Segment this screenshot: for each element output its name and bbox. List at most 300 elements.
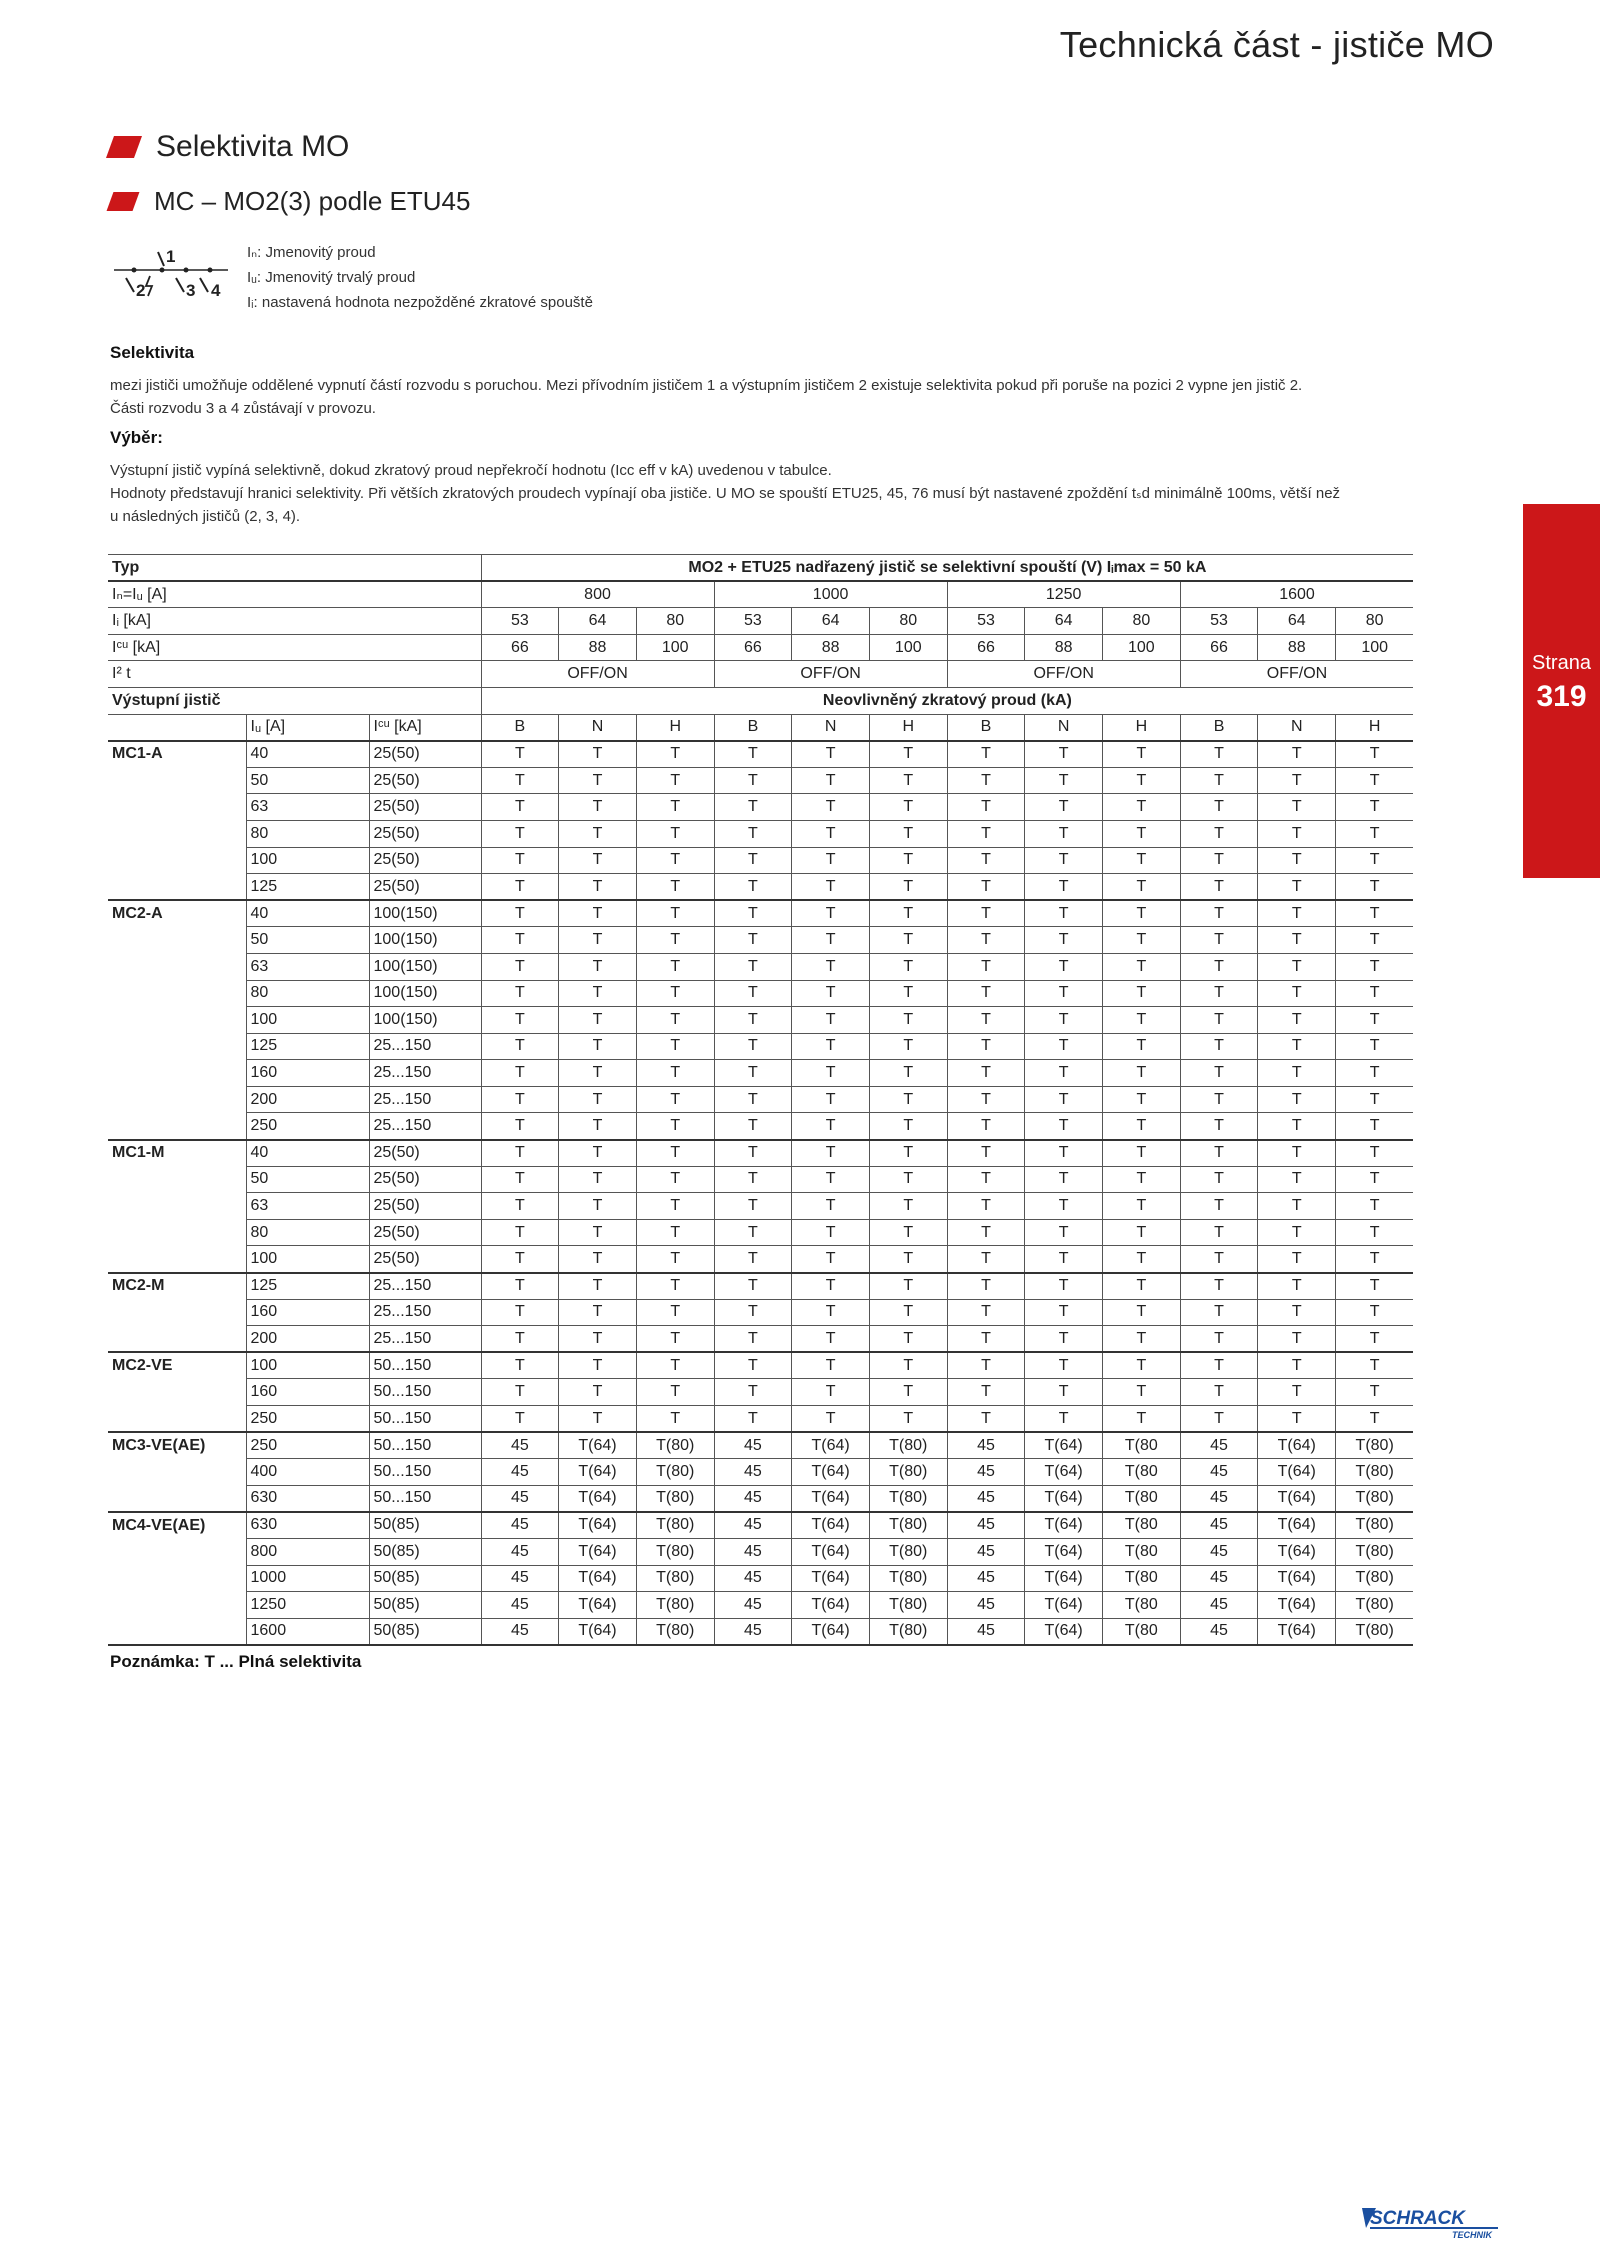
selectivity-value: T (1180, 1193, 1258, 1220)
ii-value: 53 (714, 608, 792, 635)
selectivity-value: T(64) (1025, 1432, 1103, 1459)
selectivity-value: T (1258, 1113, 1336, 1140)
icu-value: 50...150 (369, 1352, 481, 1379)
selectivity-value: T (1180, 1166, 1258, 1193)
selectivity-value: T(64) (1258, 1432, 1336, 1459)
iu-value: 100 (246, 1352, 369, 1379)
ii-value: 53 (1180, 608, 1258, 635)
selectivity-value: T (1025, 820, 1103, 847)
selectivity-value: T (636, 1246, 714, 1273)
selectivity-value: T (792, 1273, 870, 1300)
selectivity-value: T (1180, 874, 1258, 901)
selectivity-value: T (636, 1406, 714, 1433)
icu-value: 25(50) (369, 767, 481, 794)
selectivity-value: T (1025, 927, 1103, 954)
selectivity-value: T(80) (636, 1618, 714, 1645)
selectivity-value: T (481, 900, 559, 927)
selectivity-value: T (1336, 1379, 1414, 1406)
selectivity-value: T (714, 1326, 792, 1353)
selectivity-value: 45 (1180, 1592, 1258, 1619)
trip-class-label: B (1180, 714, 1258, 741)
iu-value: 40 (246, 1140, 369, 1167)
selectivity-value: 45 (714, 1459, 792, 1486)
legend-line: Iᵤ: Jmenovitý trvalý proud (247, 269, 416, 286)
selectivity-value: T (792, 1193, 870, 1220)
selectivity-value: 45 (1180, 1538, 1258, 1565)
selectivity-value: T (1103, 1299, 1181, 1326)
empty-cell (108, 1459, 246, 1486)
paragraph-line: Části rozvodu 3 a 4 zůstávají v provozu. (110, 400, 376, 417)
selectivity-value: T (636, 1352, 714, 1379)
selectivity-value: T(80) (1336, 1485, 1414, 1512)
selectivity-value: T (869, 980, 947, 1007)
selectivity-value: T (947, 1299, 1025, 1326)
selectivity-value: T (947, 794, 1025, 821)
i2t-value: OFF/ON (947, 661, 1180, 688)
selectivity-value: T (792, 1140, 870, 1167)
empty-cell (108, 1166, 246, 1193)
empty-cell (108, 1326, 246, 1353)
selectivity-value: T (1180, 927, 1258, 954)
table-row (108, 1352, 1413, 1379)
selectivity-value: T (636, 1140, 714, 1167)
empty-cell (108, 1565, 246, 1592)
icu-value: 100(150) (369, 900, 481, 927)
empty-cell (108, 1193, 246, 1220)
selectivity-value: T (1258, 1299, 1336, 1326)
table-row (108, 1459, 1413, 1486)
selectivity-value: T (636, 1326, 714, 1353)
selectivity-value: T (792, 1326, 870, 1353)
table-row (108, 1592, 1413, 1619)
table-row (108, 1432, 1413, 1459)
empty-cell (108, 1592, 246, 1619)
selectivity-value: T (481, 1086, 559, 1113)
selectivity-value: 45 (1180, 1512, 1258, 1539)
i2t-label: I² t (108, 661, 481, 688)
selectivity-value: T (636, 927, 714, 954)
table-row (108, 1299, 1413, 1326)
breaker-type: MC3-VE(AE) (112, 1436, 206, 1454)
selectivity-value: T(64) (559, 1432, 637, 1459)
selectivity-value: T (1336, 1033, 1414, 1060)
selectivity-value: T (481, 767, 559, 794)
selectivity-value: T (1180, 1033, 1258, 1060)
breaker-type: MC2-A (112, 905, 163, 923)
selectivity-value: 45 (1180, 1485, 1258, 1512)
selectivity-value: 45 (947, 1459, 1025, 1486)
selectivity-value: T (714, 1406, 792, 1433)
iu-value: 1600 (246, 1618, 369, 1645)
ii-value: 64 (1258, 608, 1336, 635)
selectivity-value: T (1025, 1060, 1103, 1087)
iu-value: 125 (246, 874, 369, 901)
selectivity-value: T (1103, 1033, 1181, 1060)
selectivity-value: T (1103, 1219, 1181, 1246)
selectivity-value: T (481, 953, 559, 980)
selectivity-value: T (1180, 1352, 1258, 1379)
selectivity-value: T (636, 874, 714, 901)
selectivity-value: 45 (714, 1485, 792, 1512)
selectivity-value: T (1336, 1299, 1414, 1326)
icu-value: 100(150) (369, 927, 481, 954)
selectivity-value: T (714, 1113, 792, 1140)
selectivity-value: T (869, 767, 947, 794)
icu-value: 100 (869, 634, 947, 661)
selectivity-value: T (1258, 927, 1336, 954)
iu-value: 50 (246, 767, 369, 794)
selectivity-value: T (792, 1352, 870, 1379)
table-row (108, 1485, 1413, 1512)
selectivity-value: T (481, 874, 559, 901)
selectivity-value: T (1258, 1326, 1336, 1353)
selectivity-value: T (792, 953, 870, 980)
selectivity-value: T (947, 1086, 1025, 1113)
selectivity-value: T (869, 1219, 947, 1246)
selectivity-value: T(64) (559, 1459, 637, 1486)
selectivity-value: T (869, 900, 947, 927)
selectivity-value: T(64) (1025, 1459, 1103, 1486)
selectivity-value: T (792, 1299, 870, 1326)
selectivity-value: 45 (947, 1485, 1025, 1512)
selectivity-value: T (792, 927, 870, 954)
selectivity-value: T (1025, 794, 1103, 821)
ii-value: 53 (947, 608, 1025, 635)
selectivity-value: T(64) (559, 1512, 637, 1539)
selectivity-value: T (481, 1406, 559, 1433)
selectivity-value: T (869, 1299, 947, 1326)
red-bullet-icon (106, 136, 142, 158)
selectivity-value: T(64) (792, 1592, 870, 1619)
selectivity-value: T(80) (1336, 1459, 1414, 1486)
selectivity-value: T (1258, 953, 1336, 980)
selectivity-value: T (714, 1060, 792, 1087)
selectivity-value: T(80) (1336, 1565, 1414, 1592)
selectivity-value: T (1025, 1299, 1103, 1326)
selectivity-value: T (1103, 1273, 1181, 1300)
side-tab-label: Strana (1532, 652, 1591, 674)
selectivity-value: T (1336, 820, 1414, 847)
table-row (108, 1538, 1413, 1565)
iu-value: 63 (246, 1193, 369, 1220)
neovlivneny-label: Neovlivněný zkratový proud (kA) (481, 687, 1413, 714)
selectivity-value: T (792, 1033, 870, 1060)
empty-cell (108, 847, 246, 874)
subsection-heading-text: MC – MO2(3) podle ETU45 (154, 186, 471, 216)
icu-value: 25...150 (369, 1033, 481, 1060)
selectivity-value: T (869, 953, 947, 980)
selectivity-value: T (1336, 1352, 1414, 1379)
selectivity-value: 45 (481, 1512, 559, 1539)
selectivity-value: T (1103, 1326, 1181, 1353)
iu-value: 200 (246, 1326, 369, 1353)
selectivity-value: T (714, 1219, 792, 1246)
iu-value: 630 (246, 1485, 369, 1512)
table-row (108, 980, 1413, 1007)
empty-cell (108, 767, 246, 794)
selectivity-value: T (1025, 847, 1103, 874)
selectivity-value: T (869, 1007, 947, 1034)
selectivity-value: T (1180, 953, 1258, 980)
selectivity-value: T(64) (1258, 1512, 1336, 1539)
selectivity-value: T (1336, 1193, 1414, 1220)
icu-value: 100 (1103, 634, 1181, 661)
selectivity-value: T (792, 1379, 870, 1406)
selectivity-value: T (559, 847, 637, 874)
header-row-columns (108, 714, 1413, 741)
selectivity-value: T (1258, 1406, 1336, 1433)
selectivity-value: T(64) (1025, 1592, 1103, 1619)
selectivity-value: T(80) (636, 1592, 714, 1619)
selectivity-value: T (1103, 1406, 1181, 1433)
selectivity-value: T (792, 980, 870, 1007)
selectivity-value: T (792, 1060, 870, 1087)
selectivity-value: T (714, 794, 792, 821)
icu-column-label: Iᶜᵘ [kA] (369, 714, 481, 741)
selectivity-value: T (1258, 900, 1336, 927)
selectivity-value: T(80 (1103, 1459, 1181, 1486)
selectivity-value: T (1258, 1246, 1336, 1273)
selectivity-value: T (1025, 874, 1103, 901)
selectivity-value: T(80 (1103, 1432, 1181, 1459)
selectivity-value: T (1103, 741, 1181, 768)
header-row-downstream (108, 687, 1413, 714)
breaker-type: MC1-M (112, 1144, 165, 1162)
icu-value: 25(50) (369, 1246, 481, 1273)
selectivity-value: T (1103, 767, 1181, 794)
selectivity-value: T (1025, 741, 1103, 768)
selectivity-value: T (481, 820, 559, 847)
table-row (108, 794, 1413, 821)
selectivity-value: T (714, 1273, 792, 1300)
selectivity-value: T (559, 794, 637, 821)
selectivity-value: T(64) (1258, 1592, 1336, 1619)
selectivity-value: T (1180, 1140, 1258, 1167)
selectivity-value: T (1336, 1219, 1414, 1246)
icu-value: 25(50) (369, 1219, 481, 1246)
table-row (108, 900, 1413, 927)
selectivity-value: T (1025, 1219, 1103, 1246)
selectivity-value: T (947, 927, 1025, 954)
selectivity-value: T (1025, 1406, 1103, 1433)
trip-class-label: N (559, 714, 637, 741)
selectivity-value: T(80) (869, 1485, 947, 1512)
selectivity-value: T (1336, 794, 1414, 821)
empty-cell (108, 1538, 246, 1565)
selectivity-value: T (1336, 1113, 1414, 1140)
table-row (108, 1406, 1413, 1433)
selectivity-value: T (947, 1007, 1025, 1034)
selectivity-value: T (1180, 1299, 1258, 1326)
selectivity-value: 45 (714, 1432, 792, 1459)
selectivity-value: 45 (481, 1459, 559, 1486)
selectivity-value: T (714, 1246, 792, 1273)
ii-value: 53 (481, 608, 559, 635)
selectivity-title: Selektivita (110, 343, 195, 362)
selectivity-value: T(64) (559, 1538, 637, 1565)
empty-cell (108, 1299, 246, 1326)
iu-value: 250 (246, 1432, 369, 1459)
selectivity-value: T (1025, 953, 1103, 980)
selectivity-value: T (947, 741, 1025, 768)
selectivity-value: T (559, 1273, 637, 1300)
selectivity-value: T (869, 1060, 947, 1087)
selectivity-value: T (481, 1299, 559, 1326)
selectivity-value: T(64) (1258, 1538, 1336, 1565)
header-row-icu (108, 634, 1413, 661)
iu-value: 160 (246, 1299, 369, 1326)
paragraph-line: mezi jističi umožňuje oddělené vypnutí částí rozvodu s poruchou. Mezi přívodním jističem 1 a výstupním jističem 2 existuje selektivita pokud při poruše na pozici 2 vypne jen jistič 2. (110, 377, 1303, 394)
selectivity-value: T (869, 1193, 947, 1220)
ii-value: 80 (1103, 608, 1181, 635)
in-value: 1000 (714, 581, 947, 608)
iu-value: 63 (246, 953, 369, 980)
selectivity-value: T (636, 741, 714, 768)
selectivity-value: T (1336, 1086, 1414, 1113)
iu-value: 80 (246, 980, 369, 1007)
selectivity-value: T (1103, 953, 1181, 980)
selectivity-value: T (869, 1352, 947, 1379)
iu-value: 100 (246, 847, 369, 874)
selectivity-value: T (947, 1379, 1025, 1406)
vyber-text (110, 459, 1410, 528)
selectivity-value: T (1103, 874, 1181, 901)
table-row (108, 820, 1413, 847)
selectivity-value: T (1258, 874, 1336, 901)
iu-value: 80 (246, 820, 369, 847)
selectivity-value: T (1336, 1246, 1414, 1273)
selectivity-value: T (636, 1219, 714, 1246)
icu-value: 100(150) (369, 1007, 481, 1034)
selectivity-value: T (559, 1406, 637, 1433)
selectivity-value: T (559, 1007, 637, 1034)
icu-value: 88 (559, 634, 637, 661)
selectivity-value: 45 (481, 1565, 559, 1592)
selectivity-value: T (1103, 900, 1181, 927)
iu-value: 50 (246, 1166, 369, 1193)
selectivity-value: T (1103, 1007, 1181, 1034)
selectivity-value: 45 (714, 1565, 792, 1592)
icu-value: 50...150 (369, 1485, 481, 1512)
selectivity-value: T (792, 1246, 870, 1273)
table-row (108, 741, 1413, 768)
table-row (108, 847, 1413, 874)
icu-value: 50...150 (369, 1406, 481, 1433)
selectivity-value: T(80 (1103, 1485, 1181, 1512)
selectivity-value: T (636, 767, 714, 794)
selectivity-value: T (1258, 1033, 1336, 1060)
empty-cell (108, 1033, 246, 1060)
selectivity-value: T (1336, 900, 1414, 927)
selectivity-value: T (1180, 1086, 1258, 1113)
selectivity-value: T (947, 1326, 1025, 1353)
selectivity-value: T (714, 1033, 792, 1060)
selectivity-value: T (947, 767, 1025, 794)
icu-value: 50...150 (369, 1379, 481, 1406)
selectivity-value: T (1336, 1007, 1414, 1034)
selectivity-value: 45 (947, 1592, 1025, 1619)
selectivity-value: T (947, 1193, 1025, 1220)
selectivity-value: T(80) (869, 1459, 947, 1486)
selectivity-value: T (869, 874, 947, 901)
selectivity-value: T (1103, 1246, 1181, 1273)
selectivity-value: T(64) (1025, 1538, 1103, 1565)
selectivity-value: T(80) (636, 1485, 714, 1512)
table-row (108, 953, 1413, 980)
selectivity-value: T (947, 1140, 1025, 1167)
selectivity-value: T (1258, 1007, 1336, 1034)
selectivity-value: T (1336, 953, 1414, 980)
trip-class-label: H (1103, 714, 1181, 741)
breaker-type: MC4-VE(AE) (112, 1516, 206, 1534)
iu-value: 100 (246, 1246, 369, 1273)
iu-value: 630 (246, 1512, 369, 1539)
trip-class-label: N (1025, 714, 1103, 741)
iu-value: 50 (246, 927, 369, 954)
selectivity-value: T(80 (1103, 1538, 1181, 1565)
selectivity-value: T (714, 927, 792, 954)
selectivity-value: T(64) (1025, 1512, 1103, 1539)
empty-cell (108, 1086, 246, 1113)
empty-cell (108, 927, 246, 954)
selectivity-table (108, 554, 1413, 1646)
table-note: Poznámka: T ... Plná selektivita (110, 1652, 362, 1671)
selectivity-value: T(80) (636, 1512, 714, 1539)
selectivity-value: T (1103, 847, 1181, 874)
selectivity-value: 45 (1180, 1618, 1258, 1645)
selectivity-value: T (1180, 1113, 1258, 1140)
page-side-tab (1523, 504, 1600, 878)
selectivity-value: T (559, 1219, 637, 1246)
selectivity-value: T (947, 820, 1025, 847)
selectivity-value: T (714, 767, 792, 794)
iu-value: 250 (246, 1406, 369, 1433)
selectivity-value: T (1103, 1140, 1181, 1167)
selectivity-value: T (1103, 980, 1181, 1007)
selectivity-value: T (1336, 927, 1414, 954)
selectivity-value: T (1025, 1193, 1103, 1220)
table-row (108, 1565, 1413, 1592)
icu-value: 25...150 (369, 1060, 481, 1087)
ii-value: 64 (559, 608, 637, 635)
selectivity-value: T (792, 1086, 870, 1113)
selectivity-value: T (481, 1060, 559, 1087)
selectivity-value: T (1103, 1166, 1181, 1193)
selectivity-value: T(80) (1336, 1512, 1414, 1539)
selectivity-value: T (1103, 1379, 1181, 1406)
selectivity-value: T (1180, 741, 1258, 768)
selectivity-value: T (636, 1273, 714, 1300)
selectivity-value: T(64) (559, 1592, 637, 1619)
icu-value: 88 (1258, 634, 1336, 661)
selectivity-value: T (636, 847, 714, 874)
icu-value: 88 (1025, 634, 1103, 661)
selectivity-value: T (714, 741, 792, 768)
selectivity-value: T (792, 874, 870, 901)
selectivity-value: T (559, 874, 637, 901)
iu-value: 100 (246, 1007, 369, 1034)
selectivity-value: T (792, 741, 870, 768)
icu-value: 25(50) (369, 847, 481, 874)
selectivity-value: T (559, 820, 637, 847)
scheme-label-4: 4 (211, 281, 221, 300)
selectivity-value: T(64) (1258, 1565, 1336, 1592)
selectivity-value: T (1103, 927, 1181, 954)
selectivity-value: T (869, 1033, 947, 1060)
selectivity-value: T (1025, 767, 1103, 794)
selectivity-value: 45 (481, 1538, 559, 1565)
selectivity-value: T (636, 1086, 714, 1113)
